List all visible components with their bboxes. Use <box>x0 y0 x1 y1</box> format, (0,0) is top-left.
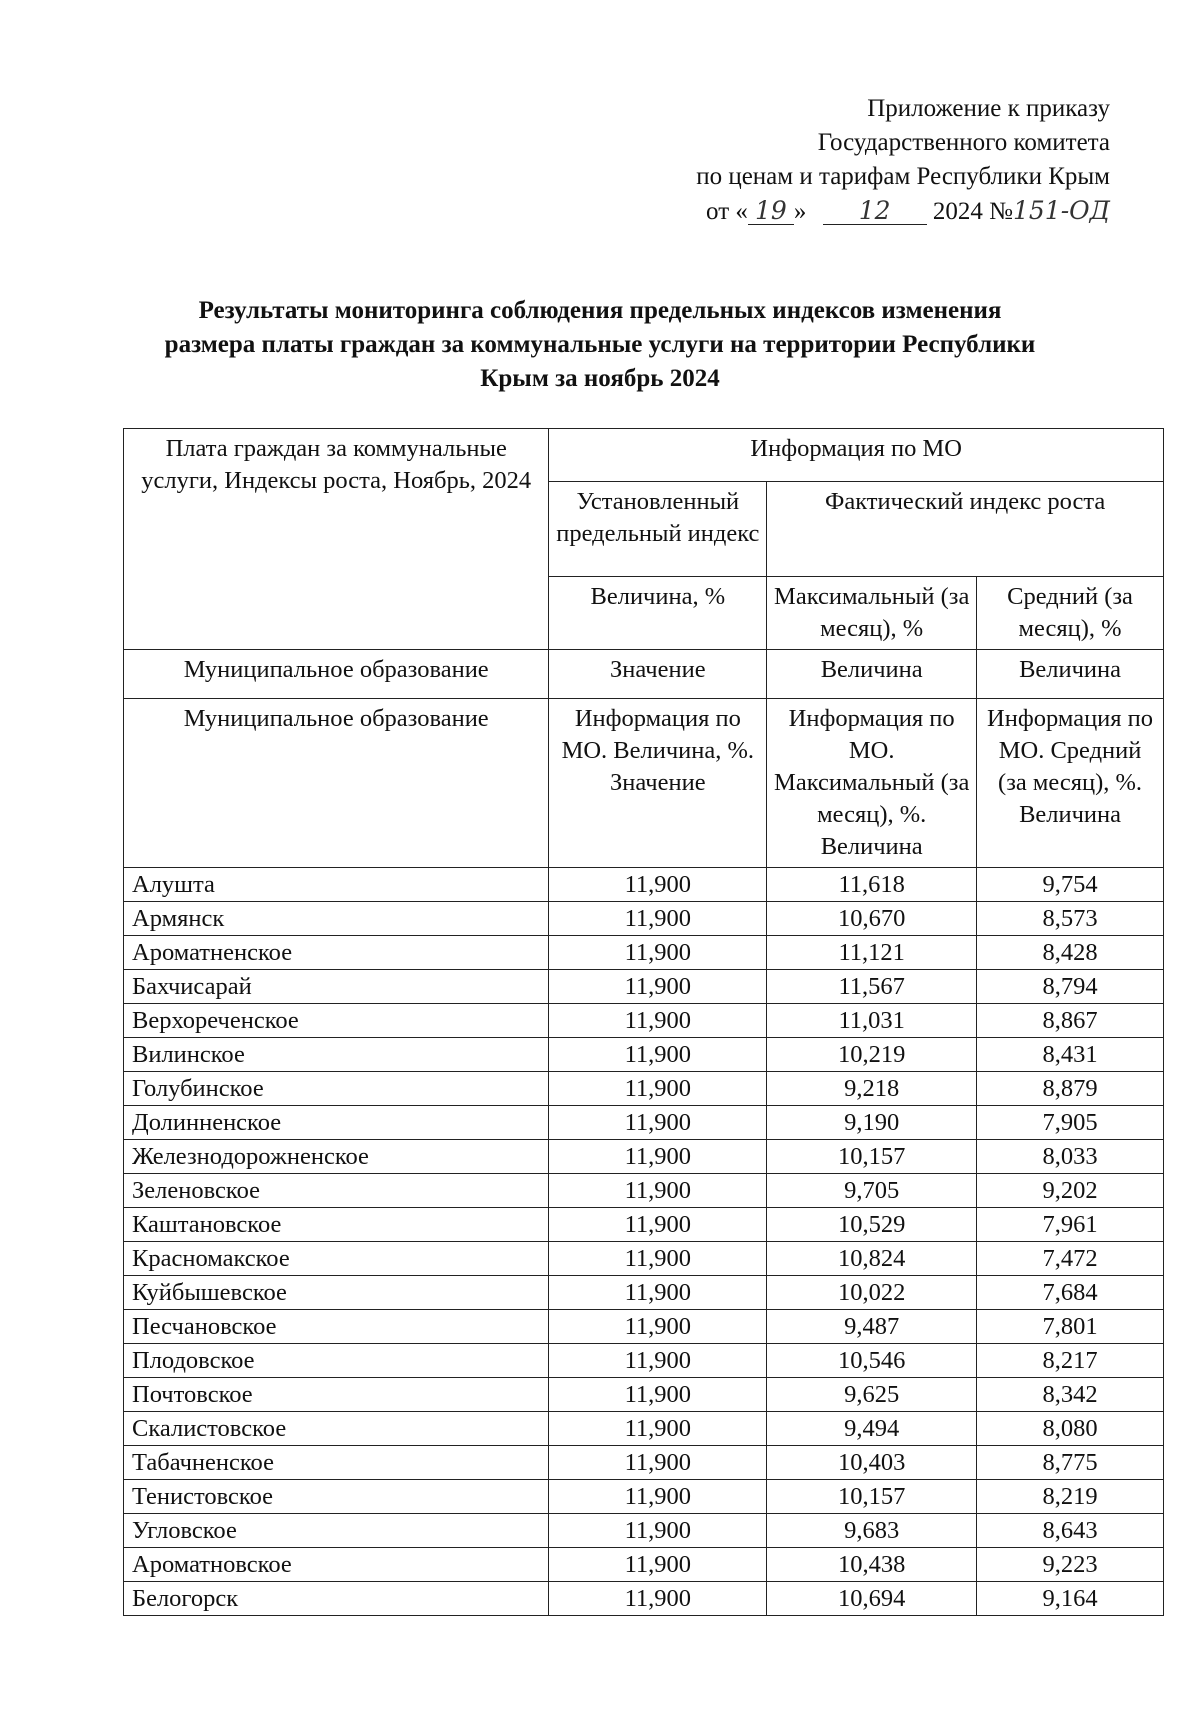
header-row-1 <box>124 429 1164 482</box>
mo-name-cell: Ароматненское <box>124 936 549 970</box>
title-line-3: Крым за ноябрь 2024 <box>480 365 720 392</box>
mo-name-cell: Тенистовское <box>124 1480 549 1514</box>
header-fact-index: Фактический индекс роста <box>767 482 1164 577</box>
avg-index-cell: 9,754 <box>977 868 1164 902</box>
monitoring-table <box>123 428 1164 1616</box>
max-index-cell: 9,625 <box>767 1378 977 1412</box>
table-row <box>124 1106 1164 1140</box>
limit-value-cell: 11,900 <box>549 1038 767 1072</box>
avg-index-cell: 8,342 <box>977 1378 1164 1412</box>
avg-index-cell: 8,573 <box>977 902 1164 936</box>
table-row <box>124 1480 1164 1514</box>
avg-index-cell: 9,164 <box>977 1582 1164 1616</box>
mo-name-cell: Вилинское <box>124 1038 549 1072</box>
limit-value-cell: 11,900 <box>549 1310 767 1344</box>
mo-name-cell: Красномакское <box>124 1242 549 1276</box>
title-line-2: размера платы граждан за коммунальные услуги на территории Республики <box>164 331 1036 358</box>
max-index-cell: 10,546 <box>767 1344 977 1378</box>
avg-index-cell: 7,801 <box>977 1310 1164 1344</box>
avg-index-cell: 8,775 <box>977 1446 1164 1480</box>
header-line-1: Приложение к приказу <box>867 95 1110 122</box>
magnitude-label-max: Величина <box>767 650 977 699</box>
mo-name-cell: Верхореченское <box>124 1004 549 1038</box>
limit-value-cell: 11,900 <box>549 1208 767 1242</box>
mo-name-cell: Голубинское <box>124 1072 549 1106</box>
order-date-line <box>696 194 1110 229</box>
table-row <box>124 1548 1164 1582</box>
mo-name-cell: Скалистовское <box>124 1412 549 1446</box>
avg-index-cell: 8,431 <box>977 1038 1164 1072</box>
header-main-cell: Плата граждан за коммунальные услуги, Индексы роста, Ноябрь, 2024 <box>124 429 549 650</box>
table-row <box>124 936 1164 970</box>
max-index-cell: 10,403 <box>767 1446 977 1480</box>
limit-value-cell: 11,900 <box>549 1072 767 1106</box>
handwritten-month: 12 <box>823 198 927 225</box>
max-index-cell: 9,494 <box>767 1412 977 1446</box>
table-row <box>124 1276 1164 1310</box>
full-label-avg: Информация по МО. Средний (за месяц), %. Величина <box>977 699 1164 868</box>
limit-value-cell: 11,900 <box>549 1514 767 1548</box>
mo-label-2: Муниципальное образование <box>124 699 549 868</box>
mo-name-cell: Бахчисарай <box>124 970 549 1004</box>
max-index-cell: 11,618 <box>767 868 977 902</box>
limit-value-cell: 11,900 <box>549 1276 767 1310</box>
table-row <box>124 1412 1164 1446</box>
year-number-label: 2024 № <box>932 198 1013 225</box>
handwritten-day: 19 <box>748 198 794 225</box>
max-index-cell: 9,487 <box>767 1310 977 1344</box>
mo-name-cell: Зеленовское <box>124 1174 549 1208</box>
max-index-cell: 10,670 <box>767 902 977 936</box>
table-row <box>124 902 1164 936</box>
limit-value-cell: 11,900 <box>549 1446 767 1480</box>
limit-value-cell: 11,900 <box>549 902 767 936</box>
data-rows <box>124 868 1164 1616</box>
mo-name-cell: Железнодорожненское <box>124 1140 549 1174</box>
max-index-cell: 9,705 <box>767 1174 977 1208</box>
table-row <box>124 1004 1164 1038</box>
full-label-limit: Информация по МО. Величина, %. Значение <box>549 699 767 868</box>
date-mid: » <box>793 198 807 225</box>
mo-name-cell: Белогорск <box>124 1582 549 1616</box>
value-label: Значение <box>549 650 767 699</box>
max-index-cell: 10,438 <box>767 1548 977 1582</box>
mo-name-cell: Ароматновское <box>124 1548 549 1582</box>
header-row-4 <box>124 650 1164 699</box>
table-row <box>124 1208 1164 1242</box>
limit-value-cell: 11,900 <box>549 1174 767 1208</box>
avg-index-cell: 9,223 <box>977 1548 1164 1582</box>
avg-index-cell: 8,219 <box>977 1480 1164 1514</box>
max-index-cell: 11,567 <box>767 970 977 1004</box>
header-avg-pct: Средний (за месяц), % <box>977 577 1164 650</box>
mo-name-cell: Куйбышевское <box>124 1276 549 1310</box>
mo-name-cell: Табачненское <box>124 1446 549 1480</box>
mo-label-1: Муниципальное образование <box>124 650 549 699</box>
table-row <box>124 1514 1164 1548</box>
limit-value-cell: 11,900 <box>549 1378 767 1412</box>
mo-name-cell: Армянск <box>124 902 549 936</box>
limit-value-cell: 11,900 <box>549 1242 767 1276</box>
table-row <box>124 1140 1164 1174</box>
limit-value-cell: 11,900 <box>549 1004 767 1038</box>
avg-index-cell: 7,961 <box>977 1208 1164 1242</box>
mo-name-cell: Каштановское <box>124 1208 549 1242</box>
avg-index-cell: 8,080 <box>977 1412 1164 1446</box>
header-value-pct: Величина, % <box>549 577 767 650</box>
handwritten-order-number: 151-ОД <box>1013 196 1110 225</box>
avg-index-cell: 7,684 <box>977 1276 1164 1310</box>
header-row-5 <box>124 699 1164 868</box>
full-label-max: Информация по МО. Максимальный (за месяц), %. Величина <box>767 699 977 868</box>
table-row <box>124 868 1164 902</box>
limit-value-cell: 11,900 <box>549 1412 767 1446</box>
limit-value-cell: 11,900 <box>549 1548 767 1582</box>
avg-index-cell: 9,202 <box>977 1174 1164 1208</box>
limit-value-cell: 11,900 <box>549 1582 767 1616</box>
header-line-3: по ценам и тарифам Республики Крым <box>696 163 1110 190</box>
max-index-cell: 9,683 <box>767 1514 977 1548</box>
max-index-cell: 9,190 <box>767 1106 977 1140</box>
header-info-mo: Информация по МО <box>549 429 1164 482</box>
date-prefix: от « <box>706 198 748 225</box>
avg-index-cell: 7,472 <box>977 1242 1164 1276</box>
document-title <box>0 294 1200 396</box>
max-index-cell: 10,694 <box>767 1582 977 1616</box>
table-row <box>124 1072 1164 1106</box>
order-header <box>696 92 1110 229</box>
mo-name-cell: Почтовское <box>124 1378 549 1412</box>
max-index-cell: 10,022 <box>767 1276 977 1310</box>
table-row <box>124 1446 1164 1480</box>
avg-index-cell: 8,217 <box>977 1344 1164 1378</box>
avg-index-cell: 7,905 <box>977 1106 1164 1140</box>
max-index-cell: 11,121 <box>767 936 977 970</box>
mo-name-cell: Угловское <box>124 1514 549 1548</box>
max-index-cell: 10,157 <box>767 1140 977 1174</box>
avg-index-cell: 8,033 <box>977 1140 1164 1174</box>
max-index-cell: 10,824 <box>767 1242 977 1276</box>
limit-value-cell: 11,900 <box>549 1344 767 1378</box>
limit-value-cell: 11,900 <box>549 868 767 902</box>
limit-value-cell: 11,900 <box>549 1480 767 1514</box>
mo-name-cell: Песчановское <box>124 1310 549 1344</box>
table-row <box>124 1344 1164 1378</box>
avg-index-cell: 8,428 <box>977 936 1164 970</box>
max-index-cell: 10,157 <box>767 1480 977 1514</box>
max-index-cell: 10,219 <box>767 1038 977 1072</box>
limit-value-cell: 11,900 <box>549 1140 767 1174</box>
title-line-1: Результаты мониторинга соблюдения предельных индексов изменения <box>198 297 1002 324</box>
magnitude-label-avg: Величина <box>977 650 1164 699</box>
limit-value-cell: 11,900 <box>549 970 767 1004</box>
avg-index-cell: 8,879 <box>977 1072 1164 1106</box>
avg-index-cell: 8,867 <box>977 1004 1164 1038</box>
table-row <box>124 1174 1164 1208</box>
table-row <box>124 1582 1164 1616</box>
mo-name-cell: Долинненское <box>124 1106 549 1140</box>
avg-index-cell: 8,794 <box>977 970 1164 1004</box>
table-row <box>124 1242 1164 1276</box>
header-line-2: Государственного комитета <box>817 129 1110 156</box>
mo-name-cell: Алушта <box>124 868 549 902</box>
max-index-cell: 9,218 <box>767 1072 977 1106</box>
max-index-cell: 11,031 <box>767 1004 977 1038</box>
table-row <box>124 1378 1164 1412</box>
limit-value-cell: 11,900 <box>549 1106 767 1140</box>
mo-name-cell: Плодовское <box>124 1344 549 1378</box>
table-row <box>124 1038 1164 1072</box>
table-row <box>124 1310 1164 1344</box>
header-set-index: Установленный предельный индекс <box>549 482 767 577</box>
avg-index-cell: 8,643 <box>977 1514 1164 1548</box>
table-row <box>124 970 1164 1004</box>
max-index-cell: 10,529 <box>767 1208 977 1242</box>
limit-value-cell: 11,900 <box>549 936 767 970</box>
header-max-pct: Максимальный (за месяц), % <box>767 577 977 650</box>
